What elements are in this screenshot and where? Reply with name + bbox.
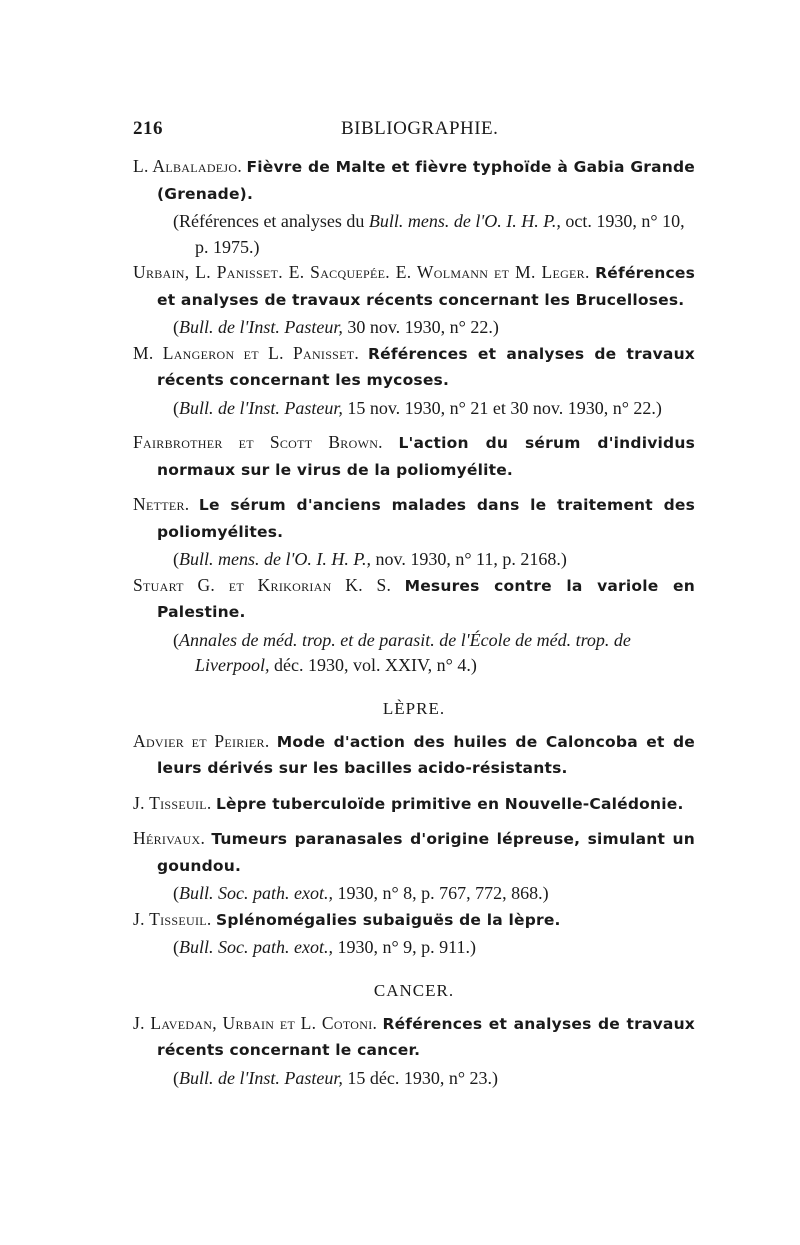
entry-title: Fièvre de Malte et fièvre typhoïde à Gabia Grande (Grenade). — [157, 158, 696, 203]
entry-reference: (Bull. mens. de l'O. I. H. P., nov. 1930, n° 11, p. 2168.) — [173, 549, 567, 569]
entry-author: J. Tisseuil. — [133, 792, 212, 813]
entry-reference: (Bull. de l'Inst. Pasteur, 15 déc. 1930, n° 23.) — [173, 1067, 499, 1088]
bibliography-entry — [133, 791, 695, 818]
running-title: BIBLIOGRAPHIE. — [341, 118, 499, 139]
section-heading-cancer: CANCER. — [373, 980, 455, 1000]
bibliography-entry — [133, 826, 695, 907]
entry-reference: (Bull. Soc. path. exot., 1930, n° 9, p. 911.) — [173, 937, 476, 957]
bibliography-entry — [133, 729, 695, 782]
entry-title: Splénomégalies subaiguës de la lèpre. — [215, 910, 561, 929]
entry-author: Hérivaux. — [133, 828, 206, 848]
entry-title: Références et analyses de travaux récents concernant les Brucelloses. — [157, 264, 695, 309]
entry-author: J. Lavedan, Urbain et L. Cotoni. — [133, 1012, 378, 1033]
entry-title: Mode d'action des huiles de Caloncoba et de leurs dérivés sur les bacilles acido-résistants. — [157, 732, 696, 777]
section-heading-lepre: LÈPRE. — [382, 698, 446, 718]
entry-author: Fairbrother et Scott Brown. — [133, 432, 383, 452]
entry-title: Références et analyses de travaux récents concernant le cancer. — [157, 1014, 696, 1059]
entry-author: Advier et Peirier. — [133, 730, 270, 751]
bibliography-list — [133, 154, 695, 1091]
entry-reference: (Références et analyses du Bull. mens. de l'O. I. H. P., oct. 1930, n° 10, p. 1975.) — [173, 211, 685, 257]
entry-author: J. Tisseuil. — [133, 908, 212, 929]
entry-title: Le sérum d'anciens malades dans le traitement des poliomyélites. — [157, 496, 695, 541]
entry-title: Lèpre tuberculoïde primitive en Nouvelle-Calédonie. — [215, 794, 684, 813]
entry-reference: (Annales de méd. trop. et de parasit. de l'École de méd. trop. de Liverpool, déc. 1930, vol. XXIV, n° 4.) — [173, 629, 631, 675]
bibliography-entry — [133, 430, 695, 483]
entry-author: L. Albaladejo. — [133, 156, 243, 176]
bibliography-entry — [133, 1011, 695, 1092]
bibliography-entry — [133, 907, 695, 961]
entry-author: Stuart G. et Krikorian K. S. — [133, 574, 392, 595]
bibliography-entry — [133, 341, 695, 422]
entry-reference: (Bull. de l'Inst. Pasteur, 30 nov. 1930, n° 22.) — [173, 317, 499, 337]
entry-reference: (Bull. de l'Inst. Pasteur, 15 nov. 1930, n° 21 et 30 nov. 1930, n° 22.) — [173, 397, 662, 418]
bibliography-entry — [133, 154, 695, 260]
entry-author: Urbain, L. Panisset. E. Sacquepée. E. Wolmann et M. Leger. — [133, 262, 590, 282]
bibliography-entry — [133, 573, 695, 679]
entry-title: Références et analyses de travaux récents concernant les mycoses. — [157, 344, 695, 389]
entry-author: M. Langeron et L. Panisset. — [133, 342, 360, 363]
entry-title: Mesures contre la variole en Palestine. — [157, 576, 695, 621]
entry-title: Tumeurs paranasales d'origine lépreuse, simulant un goundou. — [157, 830, 695, 875]
page-number: 216 — [133, 118, 163, 139]
entry-author: Netter. — [133, 494, 190, 514]
bibliography-entry — [133, 492, 695, 573]
bibliography-entry — [133, 260, 695, 341]
page-header — [133, 118, 693, 148]
entry-reference: (Bull. Soc. path. exot., 1930, n° 8, p. 767, 772, 868.) — [173, 883, 549, 903]
entry-title: L'action du sérum d'individus normaux sur le virus de la poliomyélite. — [157, 434, 695, 479]
